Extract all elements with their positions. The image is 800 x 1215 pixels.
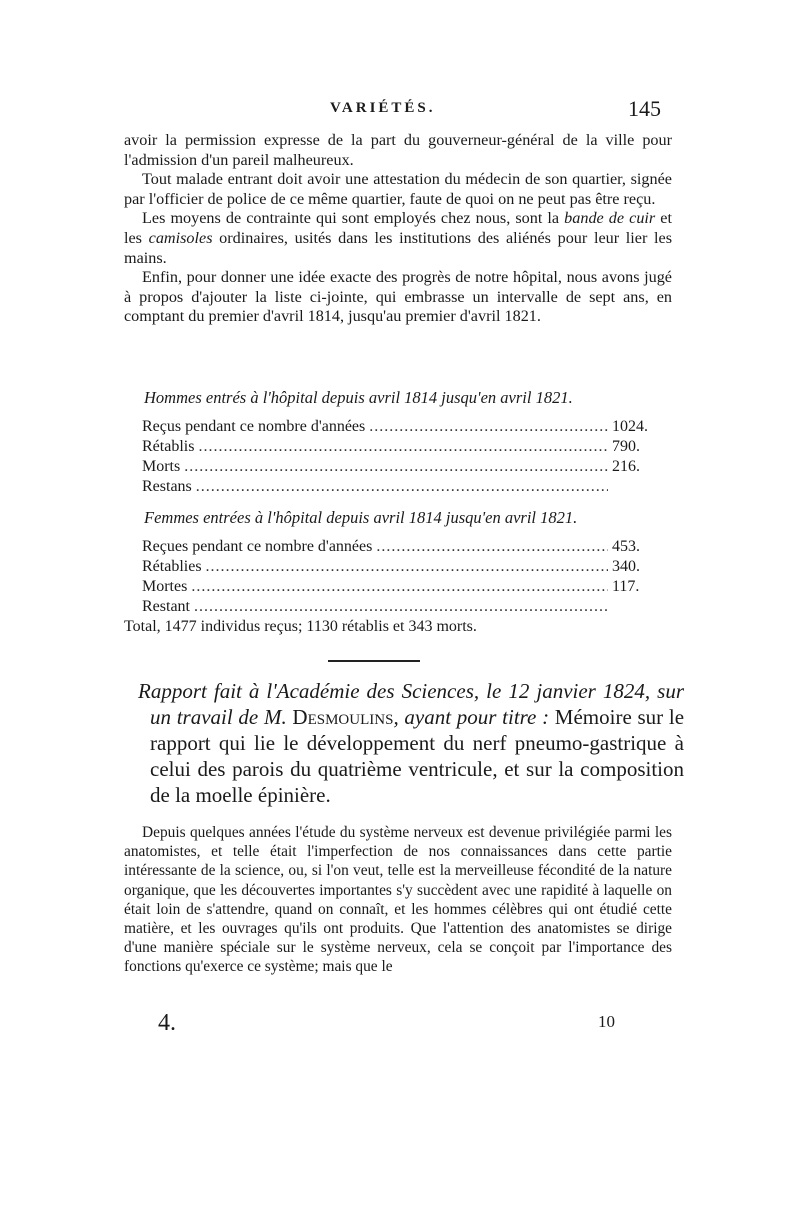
stat-row: [124, 478, 672, 498]
intro-paragraph-3: [124, 209, 672, 268]
women-statistics: [124, 508, 672, 638]
stat-row: [124, 418, 672, 438]
intro-paragraph-4: Enfin, pour donner une idée exacte des progrès de notre hôpital, nous avons jugé à propos d'ajouter la liste ci-jointe, qui embrasse un intervalle de sept ans, en comptant du premier d'avril 1814, jusqu'au premier d'avril 1821.: [124, 268, 672, 326]
section-divider: [328, 660, 420, 662]
stat-value: 340.: [612, 558, 640, 575]
total-line: Total, 1477 individus reçus; 1130 rétablis et 343 morts.: [124, 618, 477, 635]
report-body: [124, 823, 672, 977]
signature-mark: 4.: [158, 1010, 176, 1036]
stat-row: [124, 558, 672, 578]
intro-paragraph-1: avoir la permission expresse de la part du gouverneur-général de la ville pour l'admission d'un pareil malheureux.: [124, 131, 672, 169]
leader-dots: [196, 478, 608, 496]
leader-dots: [206, 558, 608, 576]
report-title-roman: Mémoire sur le rapport qui lie le développement du nerf pneumo-gastrique à celui des parois du quatrième ventricule, et sur la composition de la moelle épinière.: [150, 705, 685, 807]
running-title: VARIÉTÉS.: [330, 100, 436, 116]
stat-label: Reçues pendant ce nombre d'années: [142, 538, 373, 555]
stat-label: Restant: [142, 598, 190, 615]
stat-label: Restans: [142, 478, 192, 495]
stat-label: Rétablies: [142, 558, 202, 575]
leader-dots: [376, 538, 608, 556]
restraint-text-end: ordinaires, usités dans les institutions des aliénés pour leur lier les mains.: [124, 228, 673, 267]
stat-value: 1024.: [612, 418, 648, 435]
stat-value: 453.: [612, 538, 640, 555]
stat-value: 117.: [612, 578, 640, 595]
page-number: 145: [628, 96, 661, 121]
leader-dots: [194, 598, 608, 616]
men-statistics: [124, 388, 672, 498]
women-statistics-heading: Femmes entrées à l'hôpital depuis avril 1814 jusqu'en avril 1821.: [144, 508, 578, 527]
stat-value: 216.: [612, 458, 640, 475]
restraint-text-start: Les moyens de contrainte qui sont employés chez nous, sont la: [142, 209, 565, 228]
stat-row: [124, 578, 672, 598]
report-paragraph: Depuis quelques années l'étude du système nerveux est devenue privilégiée parmi les anatomistes, et telle était l'imperfection de nos connaissances dans cette partie intéressante de la science, ou, si l'on veut, telle est la merveilleuse fécondité de la nature organique, que les découvertes importantes s'y succèdent avec une rapidité à laquelle on était loin de s'attendre, quand on connaît, et les hommes célèbres qui ont étudié cette matière, et les ouvrages qu'ils ont produits. Que l'attention des anatomistes se dirige d'une manière spéciale sur le système nerveux, cela se conçoit par l'importance des fonctions qu'exerce ce système; mais que le: [124, 824, 672, 976]
stat-label: Morts: [142, 458, 181, 475]
restraint-camisoles: camisoles: [148, 228, 213, 247]
report-author: Desmoulins: [292, 705, 394, 729]
sheet-number: 10: [598, 1012, 615, 1031]
restraint-text-middle: et les: [124, 209, 672, 247]
stat-row: [124, 598, 672, 618]
stat-row: [124, 538, 672, 558]
stat-label: Rétablis: [142, 438, 195, 455]
intro-text: [124, 131, 672, 327]
stat-label: Reçus pendant ce nombre d'années: [142, 418, 366, 435]
leader-dots: [191, 578, 608, 596]
restraint-leather-band: bande de cuir: [564, 209, 656, 228]
running-head: [0, 96, 800, 126]
stat-row: [124, 438, 672, 458]
men-statistics-heading: Hommes entrés à l'hôpital depuis avril 1814 jusqu'en avril 1821.: [144, 388, 573, 407]
leader-dots: [198, 438, 608, 456]
intro-paragraph-2: Tout malade entrant doit avoir une attestation du médecin de son quartier, signée par l'officier de police de ce même quartier, faute de quoi on ne peut pas être reçu.: [124, 170, 672, 208]
report-title: [138, 678, 684, 808]
stat-row: [124, 458, 672, 478]
report-title-italic-2: , ayant pour titre :: [393, 705, 550, 729]
stat-value: 790.: [612, 438, 640, 455]
leader-dots: [369, 418, 608, 436]
leader-dots: [184, 458, 608, 476]
stat-label: Mortes: [142, 578, 188, 595]
report-title-italic: Rapport fait à l'Académie des Sciences, le 12 janvier 1824, sur un travail de M.: [138, 679, 684, 729]
